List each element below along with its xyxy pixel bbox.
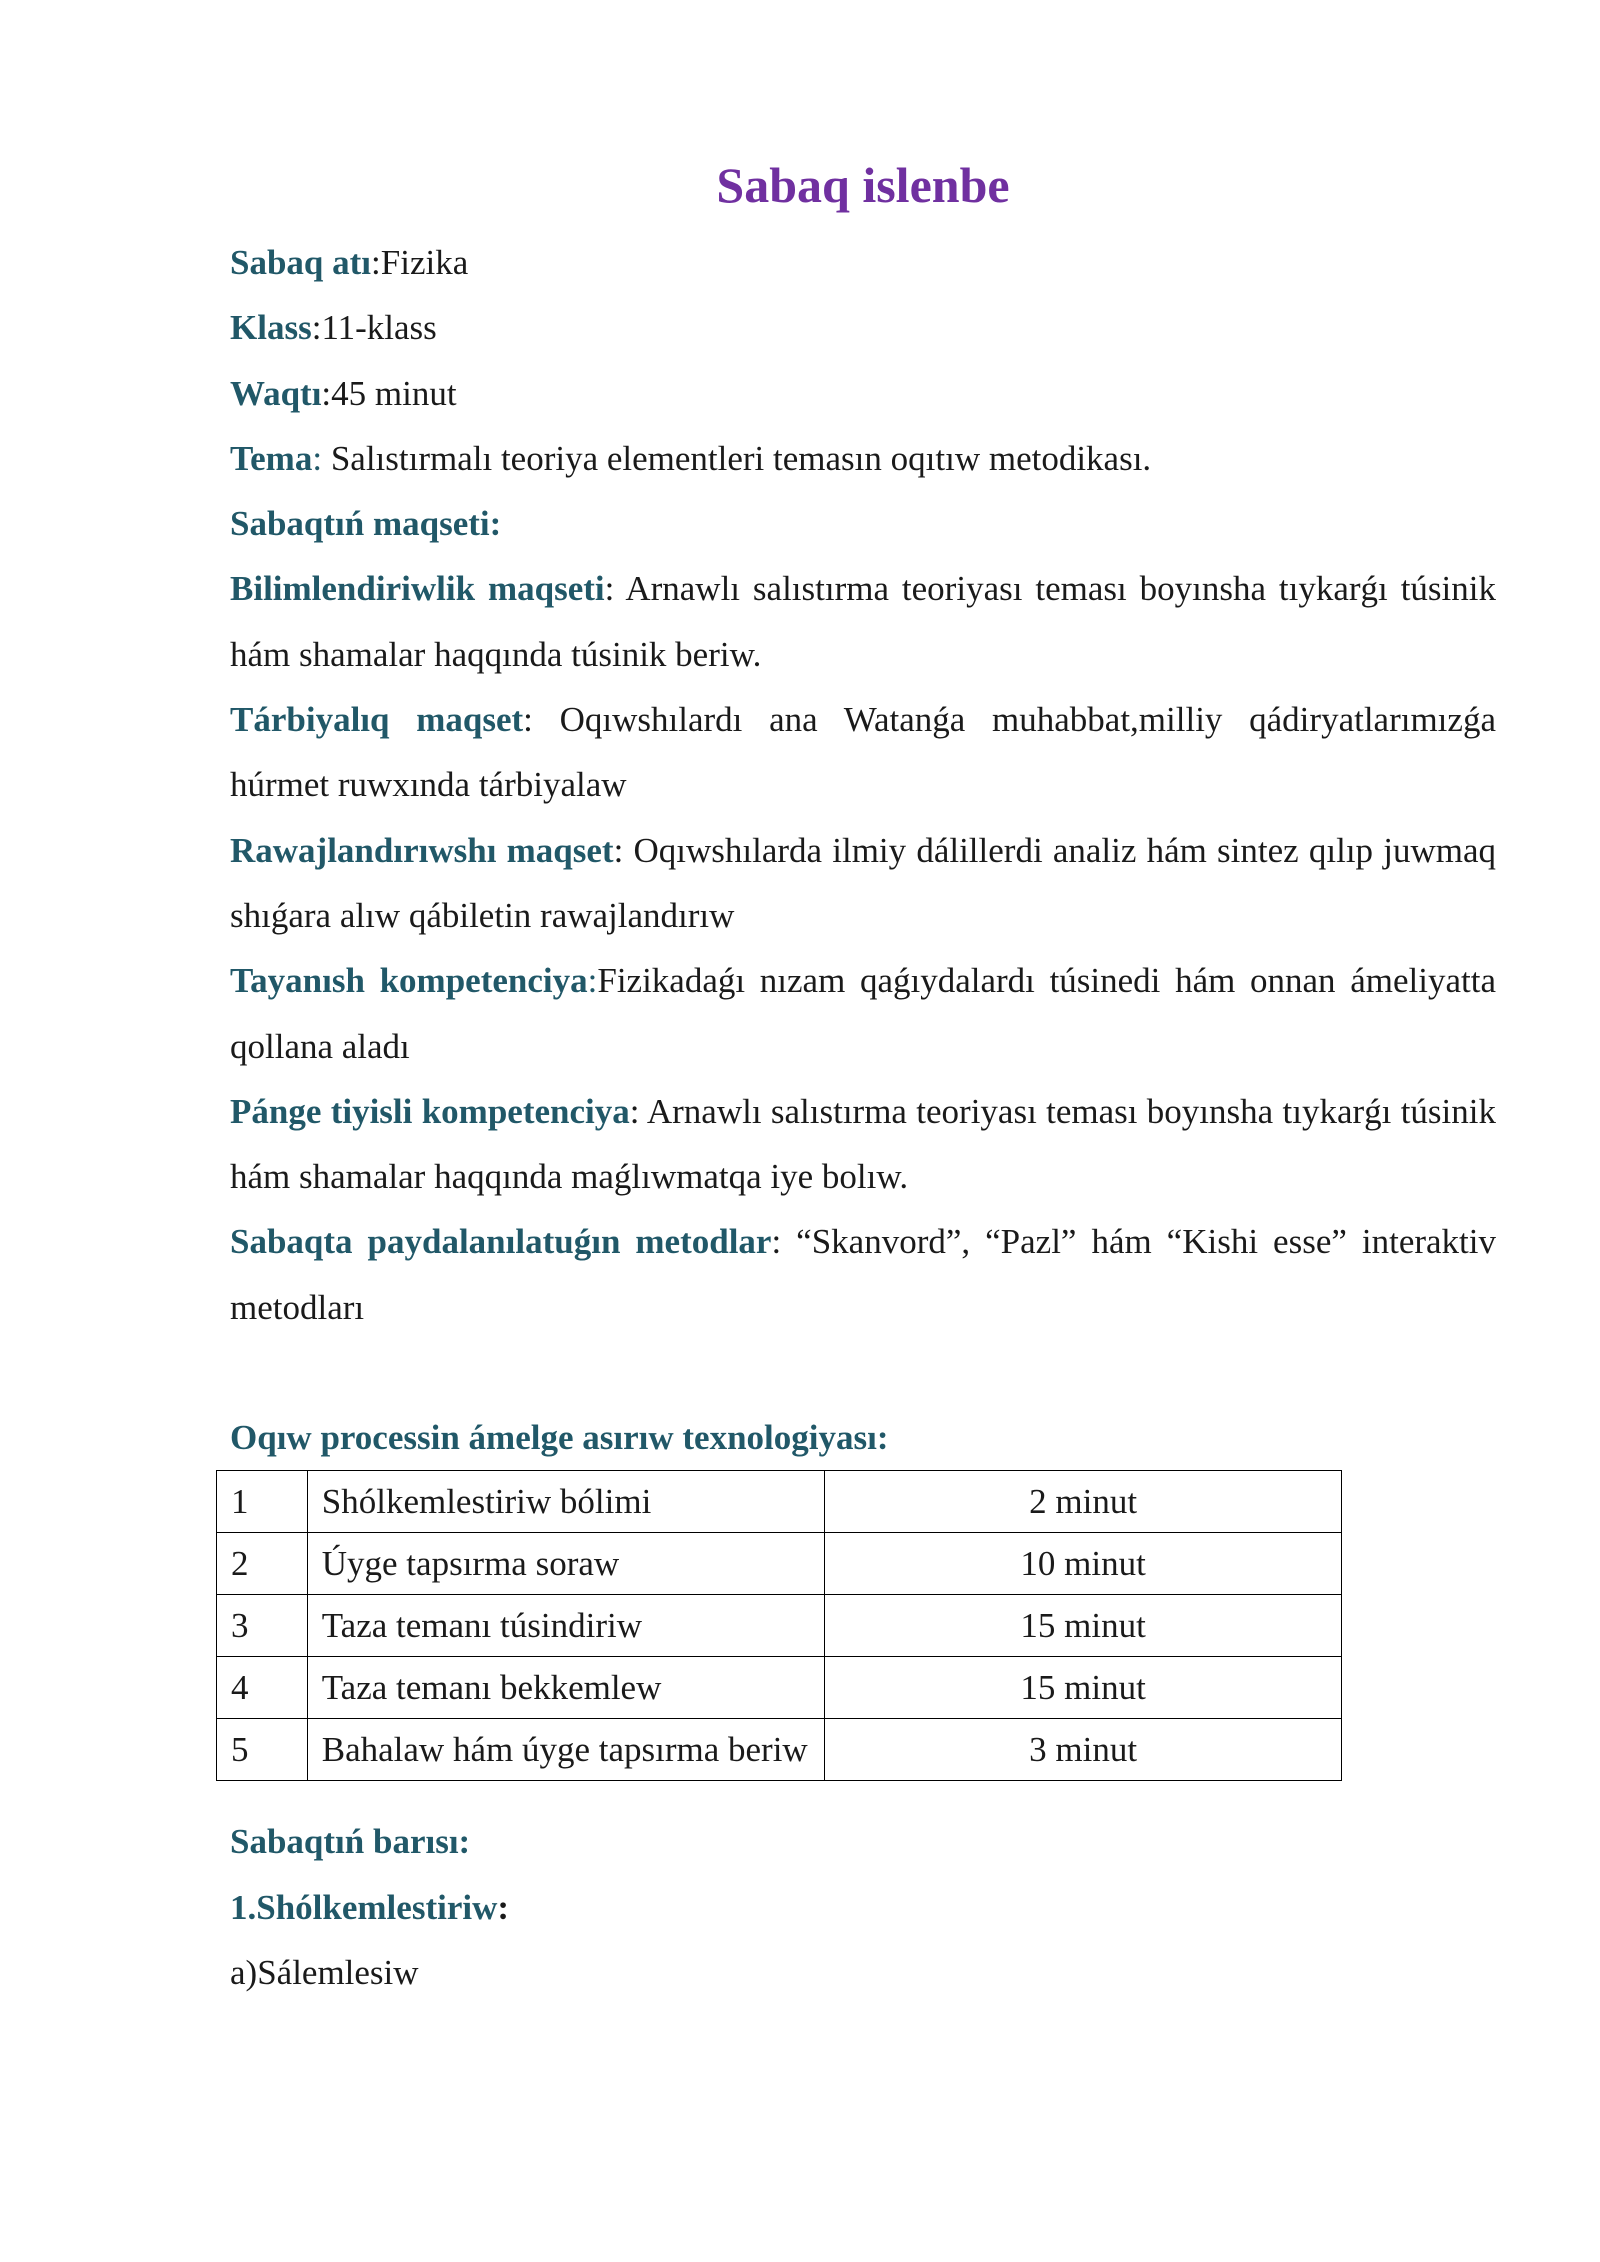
table-row (217, 1719, 1342, 1781)
progress-heading: Sabaqtıń barısı: (230, 1822, 471, 1862)
table-row (217, 1533, 1342, 1595)
table-cell-num: 1 (217, 1471, 308, 1533)
goal-upbringing: Tárbiyalıq maqset: Oqıwshılardı ana Watanǵa muhabbat,milliy qádiryatlarımızǵa húrmet ruwxında tárbiyalaw (230, 700, 1496, 805)
table-cell-stage: Shólkemlestiriw bólimi (307, 1471, 825, 1533)
goal-developmental: Rawajlandırıwshı maqset: Oqıwshılarda ilmiy dálillerdi analiz hám sintez qılıp juwmaq shıǵara alıw qábiletin rawajlandırıw (230, 830, 1496, 935)
table-cell-num: 5 (217, 1719, 308, 1781)
table-cell-time: 10 minut (825, 1533, 1342, 1595)
goal-subject-competency: Pánge tiyisli kompetenciya: Arnawlı salıstırma teoriyası teması boyınsha tıykarǵı túsinik hám shamalar haqqında maǵlıwmatqa iye bolıw. (230, 1091, 1496, 1197)
table-cell-time: 3 minut (825, 1719, 1342, 1781)
table-cell-num: 2 (217, 1533, 308, 1595)
table-cell-time: 15 minut (825, 1657, 1342, 1719)
field-subject: Sabaq atı:Fizika (230, 243, 469, 282)
item-greeting: a)Sálemlesiw (230, 1952, 419, 1992)
goal-core-competency: Tayanısh kompetenciya:Fizikadaǵı nızam qaǵıydalardı túsinedi hám onnan ámeliyatta qollana aladı (230, 961, 1496, 1066)
field-class: Klass:11-klass (230, 308, 437, 348)
goal-methods: Sabaqta paydalanılatuǵın metodlar: “Skanvord”, “Pazl” hám “Kishi esse” interaktiv metodları (230, 1222, 1496, 1327)
section-organization: 1.Shólkemlestiriw: (230, 1887, 510, 1927)
document-page (230, 150, 1496, 2005)
table-row (217, 1471, 1342, 1533)
table-cell-stage: Úyge tapsırma soraw (307, 1533, 825, 1595)
field-time: Waqtı:45 minut (230, 373, 457, 413)
table-cell-num: 4 (217, 1657, 308, 1719)
process-table (216, 1470, 1342, 1781)
page-title: Sabaq islenbe (716, 157, 1010, 213)
table-cell-num: 3 (217, 1595, 308, 1657)
table-cell-time: 15 minut (825, 1595, 1342, 1657)
table-cell-stage: Taza temanı túsindiriw (307, 1595, 825, 1657)
goals-heading: Sabaqtıń maqseti: (230, 504, 502, 544)
table-row (217, 1657, 1342, 1719)
process-heading: Oqıw processin ámelge asırıw texnologiyası: (230, 1418, 889, 1458)
table-cell-stage: Bahalaw hám úyge tapsırma beriw (307, 1719, 825, 1781)
goal-educational: Bilimlendiriwlik maqseti: Arnawlı salıstırma teoriyası teması boyınsha tıykarǵı túsinik hám shamalar haqqında túsinik beriw. (230, 569, 1496, 674)
table-row (217, 1595, 1342, 1657)
field-topic: Tema: Salıstırmalı teoriya elementleri temasın oqıtıw metodikası. (230, 438, 1152, 478)
table-cell-stage: Taza temanı bekkemlew (307, 1657, 825, 1719)
table-cell-time: 2 minut (825, 1471, 1342, 1533)
